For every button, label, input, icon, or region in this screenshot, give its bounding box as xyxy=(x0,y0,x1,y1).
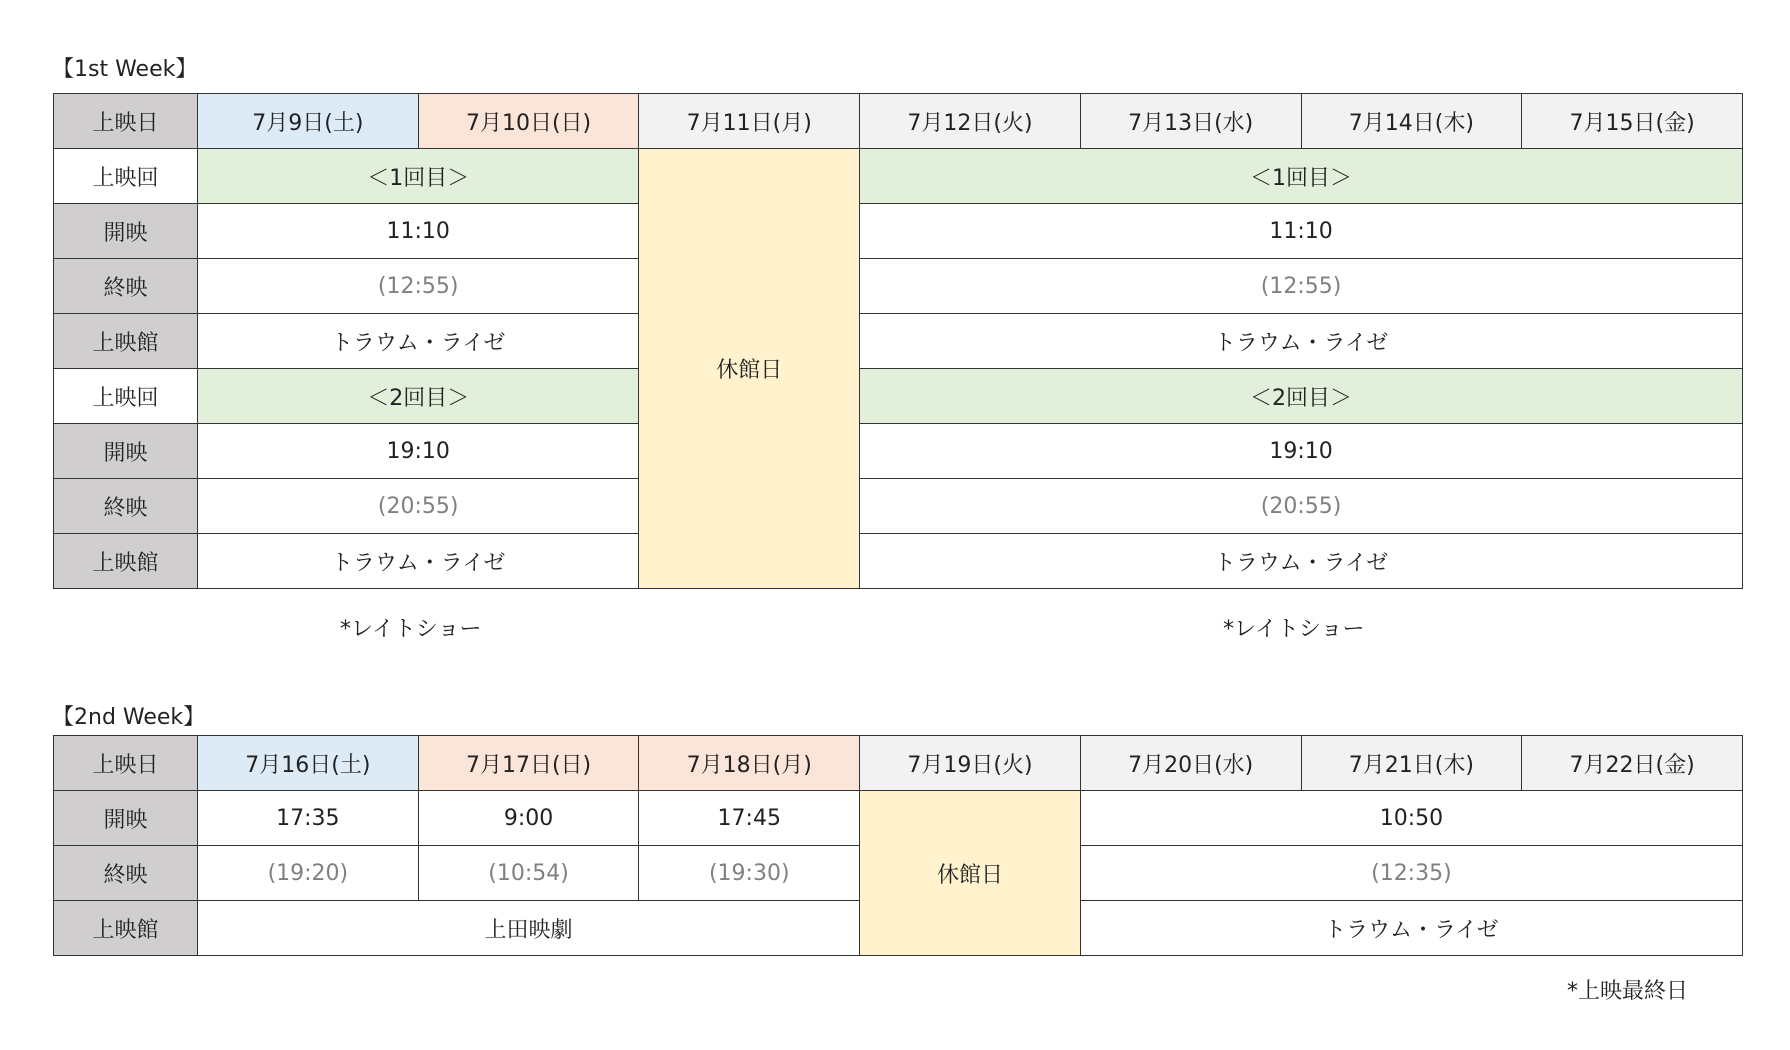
week1-weekend-start2: 19:10 xyxy=(198,424,639,479)
week1-date-label: 上映日 xyxy=(54,94,198,149)
week1-day-2: 7月10日(日) xyxy=(418,94,639,149)
week1-weekday-theater1: トラウム・ライゼ xyxy=(860,314,1743,369)
week2-date-label: 上映日 xyxy=(54,736,198,791)
week2-end-2: (10:54) xyxy=(418,846,639,901)
week2-theater-a: 上田映劇 xyxy=(198,901,860,956)
week1-end-label-2: 終映 xyxy=(54,479,198,534)
week1-theater-label-1: 上映館 xyxy=(54,314,198,369)
week2-end-1: (19:20) xyxy=(198,846,419,901)
week2-end-label: 終映 xyxy=(54,846,198,901)
week1-weekend-theater2: トラウム・ライゼ xyxy=(198,534,639,589)
week1-end2-row xyxy=(54,479,1743,534)
week2-closed-day: 休館日 xyxy=(860,791,1081,956)
week1-day-3: 7月11日(月) xyxy=(639,94,860,149)
week2-theater-label: 上映館 xyxy=(54,901,198,956)
week2-schedule-table xyxy=(53,735,1743,956)
week2-end-3: (19:30) xyxy=(639,846,860,901)
week1-start2-row xyxy=(54,424,1743,479)
week2-title: 【2nd Week】 xyxy=(52,705,206,730)
week2-start-2: 9:00 xyxy=(418,791,639,846)
week1-weekday-end1: (12:55) xyxy=(860,259,1743,314)
week1-start-label-1: 開映 xyxy=(54,204,198,259)
week1-late-show-note-weekday: *レイトショー xyxy=(1223,617,1365,642)
week2-day-5: 7月20日(水) xyxy=(1080,736,1301,791)
week1-weekend-theater1: トラウム・ライゼ xyxy=(198,314,639,369)
week1-weekday-theater2: トラウム・ライゼ xyxy=(860,534,1743,589)
week1-day-5: 7月13日(水) xyxy=(1080,94,1301,149)
week2-day-2: 7月17日(日) xyxy=(418,736,639,791)
week1-round1-row xyxy=(54,149,1743,204)
week1-day-1: 7月9日(土) xyxy=(198,94,419,149)
week2-day-4: 7月19日(火) xyxy=(860,736,1081,791)
week1-theater2-row xyxy=(54,534,1743,589)
week1-start1-row xyxy=(54,204,1743,259)
week2-start-row xyxy=(54,791,1743,846)
week1-weekday-start1: 11:10 xyxy=(860,204,1743,259)
week2-start-1: 17:35 xyxy=(198,791,419,846)
week1-title: 【1st Week】 xyxy=(52,57,198,82)
week1-weekday-start2: 19:10 xyxy=(860,424,1743,479)
week1-header-row xyxy=(54,94,1743,149)
week1-theater1-row xyxy=(54,314,1743,369)
week1-end-label-1: 終映 xyxy=(54,259,198,314)
week2-day-7: 7月22日(金) xyxy=(1522,736,1743,791)
week1-round-label-2: 上映回 xyxy=(54,369,198,424)
week1-weekend-end1: (12:55) xyxy=(198,259,639,314)
week1-weekday-round2: ＜2回目＞ xyxy=(860,369,1743,424)
week1-weekend-round2: ＜2回目＞ xyxy=(198,369,639,424)
week1-weekend-end2: (20:55) xyxy=(198,479,639,534)
week2-start-label: 開映 xyxy=(54,791,198,846)
week1-weekend-start1: 11:10 xyxy=(198,204,639,259)
week2-late-start: 10:50 xyxy=(1080,791,1742,846)
week1-weekday-end2: (20:55) xyxy=(860,479,1743,534)
week2-late-end: (12:35) xyxy=(1080,846,1742,901)
week2-day-3: 7月18日(月) xyxy=(639,736,860,791)
week2-day-6: 7月21日(木) xyxy=(1301,736,1522,791)
week1-late-show-note-weekend: *レイトショー xyxy=(340,617,482,642)
week1-end1-row xyxy=(54,259,1743,314)
week1-closed-day: 休館日 xyxy=(639,149,860,589)
week1-day-6: 7月14日(木) xyxy=(1301,94,1522,149)
week2-header-row xyxy=(54,736,1743,791)
week1-theater-label-2: 上映館 xyxy=(54,534,198,589)
week1-schedule-table xyxy=(53,93,1743,589)
week2-late-theater: トラウム・ライゼ xyxy=(1080,901,1742,956)
week1-day-4: 7月12日(火) xyxy=(860,94,1081,149)
week2-final-day-note: *上映最終日 xyxy=(1567,979,1689,1004)
week1-day-7: 7月15日(金) xyxy=(1522,94,1743,149)
week1-start-label-2: 開映 xyxy=(54,424,198,479)
week1-weekend-round1: ＜1回目＞ xyxy=(198,149,639,204)
week1-round-label-1: 上映回 xyxy=(54,149,198,204)
week2-start-3: 17:45 xyxy=(639,791,860,846)
week2-day-1: 7月16日(土) xyxy=(198,736,419,791)
week1-round2-row xyxy=(54,369,1743,424)
week1-weekday-round1: ＜1回目＞ xyxy=(860,149,1743,204)
